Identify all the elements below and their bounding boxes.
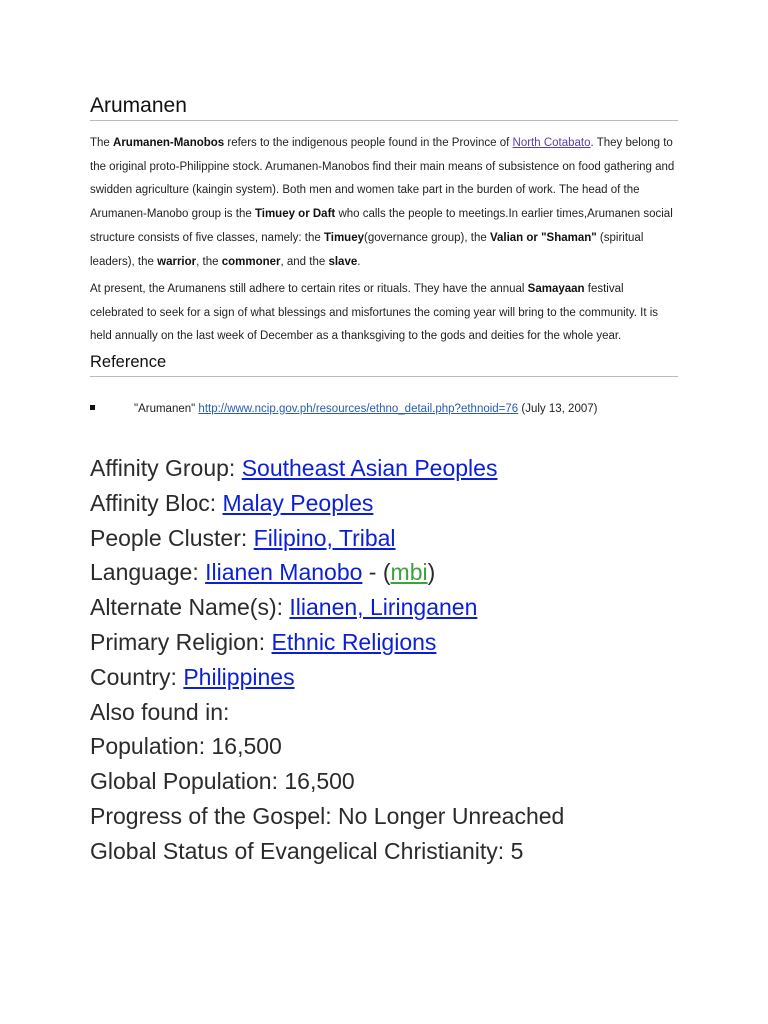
fact-also-found-in (90, 695, 678, 730)
fact-primary-religion (90, 625, 678, 660)
p1-text-3: . They belong to the original proto-Philippine stock. Arumanen-Manobos find their main means of subsistence on food gathering and swidden agriculture (kaingin system). Both men and women take part in the burden of work. The head of the Arumanen-Manobo group is the (90, 137, 675, 221)
population-value: 16,500 (211, 733, 282, 760)
fact-progress-of-gospel (90, 799, 678, 834)
p1-text-1: The (90, 137, 114, 149)
title-divider (90, 120, 678, 121)
global-status-value: 5 (510, 837, 524, 864)
fact-affinity-bloc (90, 486, 678, 521)
fact-alternate-names (90, 590, 678, 625)
fact-global-status (90, 834, 678, 869)
north-cotabato-link[interactable]: North Cotabato (512, 137, 591, 149)
fact-affinity-group (90, 451, 678, 486)
intro-paragraph (90, 132, 678, 274)
p2-text-2: festival celebrated to seek for a sign of what blessings and misfortunes the coming year will bring to the community. It is held annually on the last week of December as a thanksgiving to the gods and deities for the whole year. (90, 283, 659, 343)
people-cluster-link[interactable]: Filipino, Tribal (253, 524, 396, 551)
fact-language (90, 555, 678, 590)
population-label: Population: (90, 733, 212, 760)
country-label: Country: (90, 663, 184, 690)
reference-divider (90, 376, 678, 377)
fact-global-population (90, 764, 678, 799)
language-link[interactable]: Ilianen Manobo (205, 559, 363, 586)
primary-religion-label: Primary Religion: (90, 628, 272, 655)
affinity-bloc-link[interactable]: Malay Peoples (222, 489, 374, 516)
people-cluster-label: People Cluster: (90, 524, 254, 551)
fact-country (90, 660, 678, 695)
global-status-label: Global Status of Evangelical Christianity: (90, 837, 511, 864)
p1-bold-valian-shaman: Valian or "Shaman" (489, 231, 597, 244)
language-label: Language: (90, 559, 206, 586)
p1-bold-warrior: warrior (157, 255, 197, 268)
people-group-facts (90, 451, 678, 869)
p1-bold-commoner: commoner (221, 255, 281, 268)
p1-text-9: . (357, 255, 361, 268)
p1-text-4: who calls the people to meetings.In earlier times,Arumanen social structure consists of five classes, namely: the (90, 208, 673, 244)
article-title: Arumanen (90, 94, 187, 117)
affinity-bloc-label: Affinity Bloc: (90, 489, 223, 516)
global-population-label: Global Population: (90, 768, 285, 795)
p2-bold-samayaan: Samayaan (527, 283, 585, 295)
p1-text-8: , and the (280, 255, 329, 268)
p1-bold-arumanen-manobos: Arumanen-Manobos (113, 137, 225, 149)
reference-date: (July 13, 2007) (518, 403, 598, 415)
p1-text-2: refers to the indigenous people found in the Province of (224, 137, 513, 149)
alternate-names-link[interactable]: Ilianen, Liringanen (289, 594, 478, 621)
square-bullet-icon (90, 405, 95, 410)
language-close-paren: ) (427, 559, 436, 586)
p1-bold-slave: slave (328, 255, 358, 268)
country-link[interactable]: Philippines (183, 663, 295, 690)
p1-bold-timuey-or-daft: Timuey or Daft (254, 208, 336, 221)
affinity-group-label: Affinity Group: (90, 455, 242, 481)
language-code-link[interactable]: mbi (390, 559, 428, 586)
reference-url-link[interactable]: http://www.ncip.gov.ph/resources/ethno_detail.php?ethnoid=76 (198, 403, 519, 415)
fact-population (90, 729, 678, 764)
progress-value: No Longer Unreached (338, 802, 565, 829)
p1-bold-timuey: Timuey (323, 231, 364, 244)
primary-religion-link[interactable]: Ethnic Religions (271, 628, 437, 655)
p1-text-7: , the (196, 255, 222, 268)
rituals-paragraph (90, 278, 678, 349)
alternate-names-label: Alternate Name(s): (90, 594, 290, 621)
language-separator: - ( (362, 559, 391, 586)
p1-text-6: (spiritual leaders), the (90, 231, 644, 268)
reference-label: "Arumanen" (134, 403, 199, 415)
progress-label: Progress of the Gospel: (90, 802, 339, 829)
reference-text (134, 398, 597, 420)
fact-people-cluster (90, 521, 678, 556)
also-found-in-label: Also found in: (90, 698, 230, 725)
p1-text-5: (governance group), the (364, 231, 490, 244)
global-population-value: 16,500 (284, 768, 355, 795)
affinity-group-link[interactable]: Southeast Asian Peoples (241, 455, 498, 481)
p2-text-1: At present, the Arumanens still adhere to certain rites or rituals. They have the annual (90, 283, 528, 295)
reference-heading: Reference (90, 353, 167, 371)
